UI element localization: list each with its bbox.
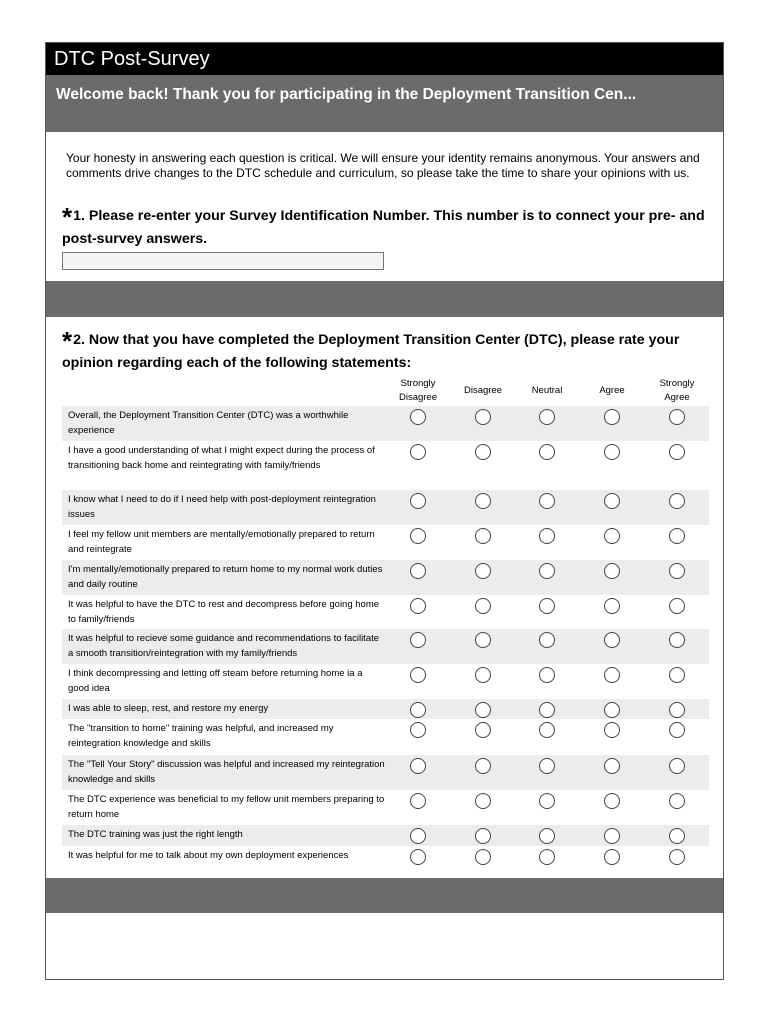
intro-text: Your honesty in answering each question is critical. We will ensure your identity remains anonymous. Your answers and comments drive changes to the DTC schedule and curriculum, so please take the time to share your opinions with us. bbox=[66, 151, 700, 180]
rating-radio-strongly-agree[interactable] bbox=[669, 667, 685, 683]
statement-row bbox=[62, 490, 709, 525]
rating-radio-strongly-disagree[interactable] bbox=[410, 409, 426, 425]
rating-radio-neutral[interactable] bbox=[539, 444, 555, 460]
rating-radio-disagree[interactable] bbox=[475, 702, 491, 718]
rating-radio-strongly-disagree[interactable] bbox=[410, 444, 426, 460]
statement-text: The DTC experience was beneficial to my fellow unit members preparing to return home bbox=[68, 794, 385, 820]
scale-header-disagree: Disagree bbox=[463, 385, 503, 396]
question-2-text: 2. Now that you have completed the Deployment Transition Center (DTC), please rate your opinion regarding each of the following statements: bbox=[62, 332, 680, 371]
statement-row bbox=[62, 664, 709, 699]
rating-radio-agree[interactable] bbox=[604, 528, 620, 544]
rating-radio-neutral[interactable] bbox=[539, 793, 555, 809]
statement-text: The "transition to home" training was helpful, and increased my reintegration knowledge and skills bbox=[68, 723, 334, 749]
statement-row bbox=[62, 595, 709, 629]
rating-radio-agree[interactable] bbox=[604, 409, 620, 425]
rating-radio-strongly-agree[interactable] bbox=[669, 849, 685, 865]
rating-radio-agree[interactable] bbox=[604, 444, 620, 460]
statement-text: The "Tell Your Story" discussion was helpful and increased my reintegration knowledge and skills bbox=[68, 759, 385, 785]
rating-radio-neutral[interactable] bbox=[539, 849, 555, 865]
scale-header-strongly-agree: Strongly Agree bbox=[659, 378, 695, 403]
scale-header-neutral: Neutral bbox=[531, 385, 563, 396]
rating-radio-agree[interactable] bbox=[604, 598, 620, 614]
rating-radio-neutral[interactable] bbox=[539, 493, 555, 509]
rating-radio-strongly-agree[interactable] bbox=[669, 632, 685, 648]
statement-text: I was able to sleep, rest, and restore my energy bbox=[68, 703, 269, 714]
rating-radio-strongly-disagree[interactable] bbox=[410, 793, 426, 809]
statement-text: I think decompressing and letting off steam before returning home ia a good idea bbox=[68, 668, 363, 694]
statement-text: I know what I need to do if I need help with post-deployment reintegration issues bbox=[68, 494, 376, 520]
scale-header-strongly-disagree: Strongly Disagree bbox=[398, 378, 438, 403]
statement-text: I have a good understanding of what I might expect during the process of transitioning back home and reintegrating with family/friends bbox=[68, 445, 375, 471]
rating-radio-disagree[interactable] bbox=[475, 667, 491, 683]
rating-radio-strongly-disagree[interactable] bbox=[410, 849, 426, 865]
rating-radio-strongly-agree[interactable] bbox=[669, 828, 685, 844]
rating-radio-strongly-agree[interactable] bbox=[669, 702, 685, 718]
scale-header-agree: Agree bbox=[599, 385, 625, 396]
rating-radio-disagree[interactable] bbox=[475, 598, 491, 614]
rating-radio-neutral[interactable] bbox=[539, 667, 555, 683]
rating-radio-agree[interactable] bbox=[604, 849, 620, 865]
statement-row bbox=[62, 441, 709, 490]
rating-radio-neutral[interactable] bbox=[539, 702, 555, 718]
statement-text: It was helpful to have the DTC to rest and decompress before going home to family/friends bbox=[68, 599, 380, 625]
rating-radio-neutral[interactable] bbox=[539, 598, 555, 614]
rating-radio-agree[interactable] bbox=[604, 758, 620, 774]
rating-radio-disagree[interactable] bbox=[475, 849, 491, 865]
rating-radio-neutral[interactable] bbox=[539, 563, 555, 579]
rating-radio-agree[interactable] bbox=[604, 828, 620, 844]
rating-radio-strongly-disagree[interactable] bbox=[410, 702, 426, 718]
rating-radio-disagree[interactable] bbox=[475, 722, 491, 738]
survey-id-input[interactable] bbox=[62, 252, 384, 270]
rating-radio-neutral[interactable] bbox=[539, 722, 555, 738]
statement-row bbox=[62, 719, 709, 755]
rating-radio-strongly-disagree[interactable] bbox=[410, 828, 426, 844]
rating-radio-agree[interactable] bbox=[604, 667, 620, 683]
rating-radio-disagree[interactable] bbox=[475, 409, 491, 425]
rating-radio-strongly-agree[interactable] bbox=[669, 528, 685, 544]
rating-radio-disagree[interactable] bbox=[475, 528, 491, 544]
page-title: DTC Post-Survey bbox=[46, 43, 723, 75]
statement-text: It was helpful to recieve some guidance and recommendations to facilitate a smooth transition/reintegration with my family/friends bbox=[68, 633, 380, 659]
survey-frame bbox=[45, 42, 724, 980]
statement-row bbox=[62, 699, 709, 719]
question-1-text: 1. Please re-enter your Survey Identification Number. This number is to connect your pre- and post-survey answers. bbox=[62, 208, 705, 247]
welcome-banner: Welcome back! Thank you for participating in the Deployment Transition Cen... bbox=[46, 75, 723, 132]
statement-text: I'm mentally/emotionally prepared to return home to my normal work duties and daily routine bbox=[68, 564, 383, 590]
footer-divider bbox=[46, 878, 723, 913]
rating-radio-strongly-disagree[interactable] bbox=[410, 598, 426, 614]
rating-radio-strongly-disagree[interactable] bbox=[410, 758, 426, 774]
rating-radio-strongly-agree[interactable] bbox=[669, 793, 685, 809]
rating-radio-strongly-disagree[interactable] bbox=[410, 563, 426, 579]
rating-radio-disagree[interactable] bbox=[475, 444, 491, 460]
statement-row bbox=[62, 525, 709, 560]
section-divider bbox=[46, 281, 723, 317]
statement-row bbox=[62, 629, 709, 664]
rating-radio-disagree[interactable] bbox=[475, 758, 491, 774]
required-mark: * bbox=[62, 202, 73, 232]
rating-radio-agree[interactable] bbox=[604, 722, 620, 738]
statement-row bbox=[62, 846, 709, 870]
rating-radio-strongly-disagree[interactable] bbox=[410, 493, 426, 509]
statement-row bbox=[62, 560, 709, 595]
rating-radio-disagree[interactable] bbox=[475, 632, 491, 648]
rating-radio-strongly-agree[interactable] bbox=[669, 758, 685, 774]
statement-text: The DTC training was just the right length bbox=[68, 829, 243, 840]
rating-radio-agree[interactable] bbox=[604, 632, 620, 648]
rating-radio-agree[interactable] bbox=[604, 793, 620, 809]
rating-radio-agree[interactable] bbox=[604, 563, 620, 579]
rating-radio-strongly-agree[interactable] bbox=[669, 493, 685, 509]
question-2 bbox=[62, 326, 712, 374]
rating-radio-strongly-agree[interactable] bbox=[669, 563, 685, 579]
statement-row bbox=[62, 825, 709, 846]
statement-text: It was helpful for me to talk about my own deployment experiences bbox=[68, 850, 349, 861]
rating-radio-strongly-disagree[interactable] bbox=[410, 632, 426, 648]
rating-radio-disagree[interactable] bbox=[475, 828, 491, 844]
statement-text: I feel my fellow unit members are mentally/emotionally prepared to return and reintegrate bbox=[68, 529, 375, 555]
statement-row bbox=[62, 755, 709, 790]
rating-radio-strongly-disagree[interactable] bbox=[410, 528, 426, 544]
statement-text: Overall, the Deployment Transition Center (DTC) was a worthwhile experience bbox=[68, 410, 349, 436]
rating-radio-neutral[interactable] bbox=[539, 409, 555, 425]
rating-radio-strongly-agree[interactable] bbox=[669, 444, 685, 460]
required-mark: * bbox=[62, 326, 73, 356]
rating-radio-strongly-agree[interactable] bbox=[669, 409, 685, 425]
rating-radio-strongly-disagree[interactable] bbox=[410, 722, 426, 738]
rating-radio-strongly-agree[interactable] bbox=[669, 598, 685, 614]
rating-radio-strongly-agree[interactable] bbox=[669, 722, 685, 738]
rating-radio-neutral[interactable] bbox=[539, 632, 555, 648]
rating-radio-disagree[interactable] bbox=[475, 493, 491, 509]
rating-radio-agree[interactable] bbox=[604, 702, 620, 718]
question-1 bbox=[62, 202, 712, 250]
rating-radio-neutral[interactable] bbox=[539, 758, 555, 774]
rating-radio-disagree[interactable] bbox=[475, 563, 491, 579]
rating-radio-neutral[interactable] bbox=[539, 828, 555, 844]
rating-radio-agree[interactable] bbox=[604, 493, 620, 509]
statement-row bbox=[62, 790, 709, 825]
rating-radio-disagree[interactable] bbox=[475, 793, 491, 809]
rating-radio-strongly-disagree[interactable] bbox=[410, 667, 426, 683]
statement-row bbox=[62, 406, 709, 441]
rating-radio-neutral[interactable] bbox=[539, 528, 555, 544]
